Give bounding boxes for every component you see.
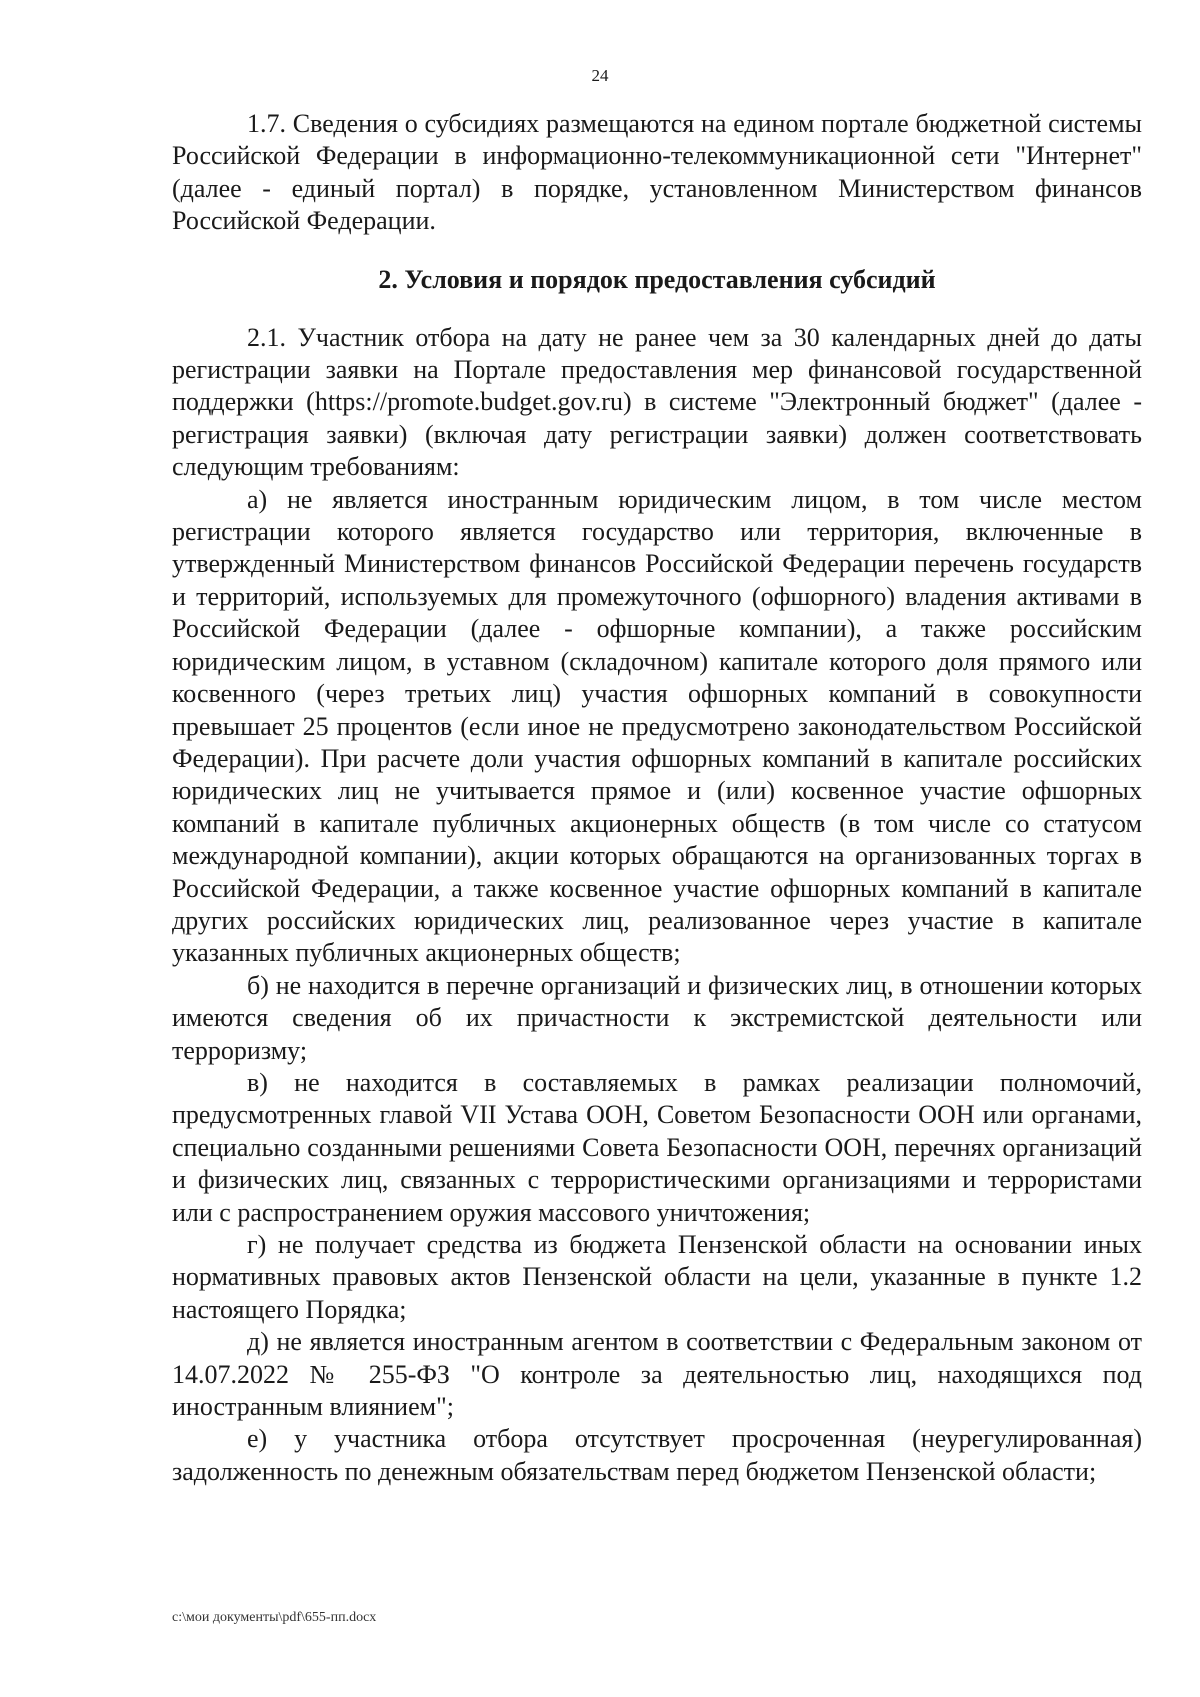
document-body: [172, 108, 1142, 1488]
paragraph-b: б) не находится в перечне организаций и физических лиц, в отношении которых имеются сведения об их причастности к экстремистской деятельности или терроризму;: [172, 970, 1142, 1065]
footer-file-path: c:\мои документы\pdf\655-пп.docx: [172, 1610, 377, 1625]
paragraph-v: в) не находится в составляемых в рамках реализации полномочий, предусмотренных главой VII Устава ООН, Советом Безопасности ООН или органами, специально созданными решениями Совета Безопасности ООН, перечнях организаций и физических лиц, связанных с террористическими организациями и террористами или с распространением оружия массового уничтожения;: [172, 1067, 1142, 1227]
paragraph-2-1: 2.1. Участник отбора на дату не ранее чем за 30 календарных дней до даты регистрации заявки на Портале предоставления мер финансовой государственной поддержки (https://promote.budget.gov.ru) в системе "Электронный бюджет" (далее - регистрация заявки) (включая дату регистрации заявки) должен соответствовать следующим требованиям:: [172, 322, 1142, 482]
paragraph-d: д) не является иностранным агентом в соответствии с Федеральным законом от 14.07.2022 № 255-ФЗ "О контроле за деятельностью лиц, находящихся под иностранным влиянием";: [172, 1327, 1142, 1422]
page-number: 24: [591, 66, 609, 85]
paragraph-a: а) не является иностранным юридическим лицом, в том числе местом регистрации которого является государство или территория, включенные в утвержденный Министерством финансов Российской Федерации перечень государств и территорий, используемых для промежуточного (офшорного) владения активами в Российской Федерации (далее - офшорные компании), а также российским юридическим лицом, в уставном (складочном) капитале которого доля прямого или косвенного (через третьих лиц) участия офшорных компаний в совокупности превышает 25 процентов (если иное не предусмотрено законодательством Российской Федерации). При расчете доли участия офшорных компаний в капитале российских юридических лиц не учитывается прямое и (или) косвенное участие офшорных компаний в капитале публичных акционерных обществ (в том числе со статусом международной компании), акции которых обращаются на организованных торгах в Российской Федерации, а также косвенное участие офшорных компаний в капитале других российских юридических лиц, реализованное через участие в капитале указанных публичных акционерных обществ;: [172, 484, 1142, 968]
section-heading: 2. Условия и порядок предоставления субсидий: [378, 264, 936, 294]
paragraph-e: е) у участника отбора отсутствует просроченная (неурегулированная) задолженность по денежным обязательствам перед бюджетом Пензенской области;: [172, 1424, 1142, 1486]
paragraph-1-7: 1.7. Сведения о субсидиях размещаются на едином портале бюджетной системы Российской Федерации в информационно-телекоммуникационной сети "Интернет" (далее - единый портал) в порядке, установленном Министерством финансов Российской Федерации.: [172, 109, 1142, 236]
paragraph-g: г) не получает средства из бюджета Пензенской области на основании иных нормативных правовых актов Пензенской области на цели, указанные в пункте 1.2 настоящего Порядка;: [172, 1230, 1142, 1324]
